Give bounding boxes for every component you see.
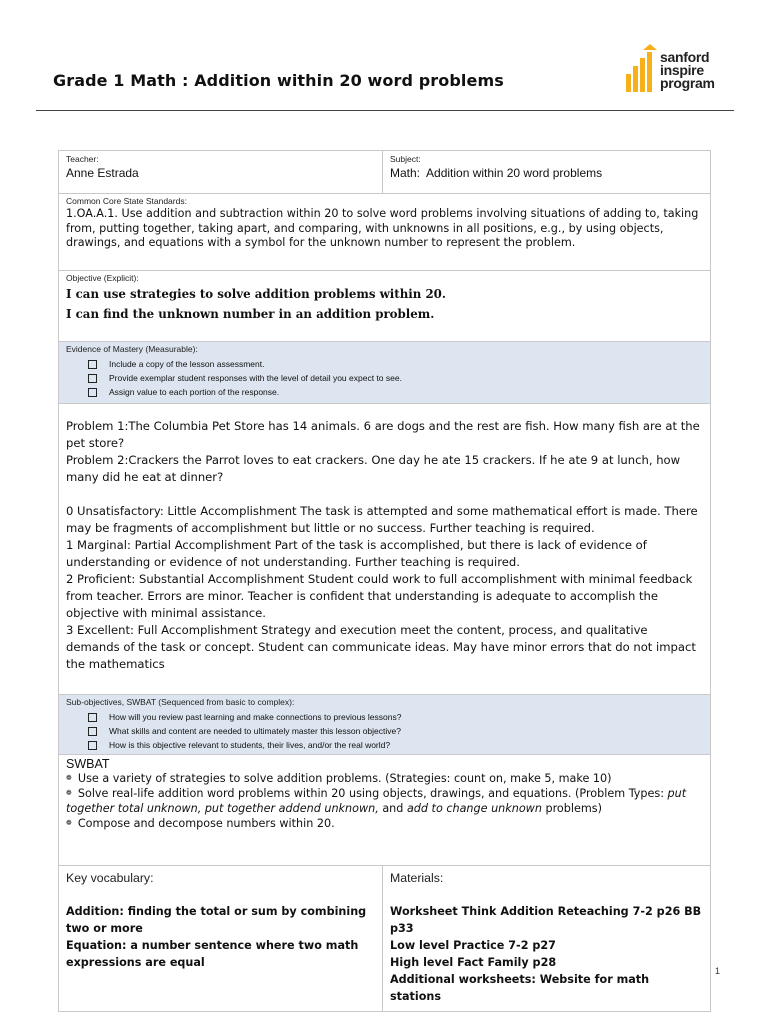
page-title: Grade 1 Math : Addition within 20 word problems [53, 71, 504, 90]
teacher-name: Anne Estrada [66, 166, 139, 180]
objective-line: I can use strategies to solve addition problems within 20. [66, 287, 446, 301]
flower-bullet-icon: ❁ [66, 819, 72, 827]
materials-item: Worksheet Think Addition Reteaching 7-2 p26 BB p33 [390, 905, 702, 935]
swbat-title: SWBAT [66, 757, 110, 771]
standards-text: 1.OA.A.1. Use addition and subtraction within 20 to solve word problems involving situations of adding to, taking from, putting together, taking apart, and comparing, with unknowns in all positions, e.g., by using objects, drawings, and equations with a symbol for the unknown number to represent the problem. [66, 207, 699, 249]
standards-label: Common Core State Standards: [66, 196, 187, 206]
lesson-plan-table [58, 150, 711, 1012]
subobjectives-label: Sub-objectives, SWBAT (Sequenced from basic to complex): [66, 697, 295, 707]
flower-bullet-icon: ❁ [66, 789, 72, 797]
checkbox-icon[interactable] [88, 374, 97, 383]
subobjective-item: What skills and content are needed to ultimately master this lesson objective? [88, 724, 703, 738]
materials-label: Materials: [390, 871, 444, 885]
subject-label: Subject: [390, 154, 421, 164]
materials-item: High level Fact Family p28 [390, 956, 557, 969]
rubric-level-1: 1 Marginal: Partial Accomplishment Part of the task is accomplished, but there is lack of evidence of understanding or evidence of not understanding. Further teaching is required. [66, 538, 647, 569]
checkbox-icon[interactable] [88, 360, 97, 369]
sanford-inspire-logo [624, 44, 734, 96]
checkbox-icon[interactable] [88, 727, 97, 736]
vocabulary-term: Addition: finding the total or sum by combining two or more [66, 905, 367, 935]
evidence-item: Include a copy of the lesson assessment. [88, 357, 703, 371]
materials-cell [383, 866, 711, 1012]
subject-cell [383, 151, 711, 194]
subobjectives-cell [59, 695, 711, 755]
subobjective-item: How will you review past learning and make connections to previous lessons? [88, 710, 703, 724]
objective-cell [59, 271, 711, 342]
vocabulary-term: Equation: a number sentence where two math expressions are equal [66, 939, 359, 969]
rubric-level-3: 3 Excellent: Full Accomplishment Strategy and execution meet the content, process, and qualitative demands of the task or concept. Student can communicate ideas. May have minor errors that do not impact the mathematics [66, 623, 696, 671]
problem-1: Problem 1:The Columbia Pet Store has 14 animals. 6 are dogs and the rest are fish. How many fish are at the pet store? [66, 419, 700, 450]
subject-value: Math: Addition within 20 word problems [390, 166, 603, 180]
logo-line-2: inspire [660, 62, 704, 78]
problems-cell [59, 404, 711, 695]
logo-bars-icon [624, 44, 658, 96]
problem-2: Problem 2:Crackers the Parrot loves to eat crackers. One day he ate 15 crackers. If he ate 9 at lunch, how many did he eat at dinner? [66, 453, 681, 484]
swbat-item: ❁ Use a variety of strategies to solve addition problems. (Strategies: count on, make 5, make 10) [66, 772, 612, 785]
flower-bullet-icon: ❁ [66, 774, 72, 782]
evidence-item: Provide exemplar student responses with the level of detail you expect to see. [88, 371, 703, 385]
swbat-item: ❁ Compose and decompose numbers within 20. [66, 817, 335, 830]
swbat-item: ❁ Solve real-life addition word problems within 20 using objects, drawings, and equations. (Problem Types: put together total unknown, put together addend unknown, and add to change unknown problems) [66, 787, 687, 815]
teacher-label: Teacher: [66, 154, 99, 164]
vocabulary-label: Key vocabulary: [66, 871, 154, 885]
objective-label: Objective (Explicit): [66, 273, 139, 283]
checkbox-icon[interactable] [88, 741, 97, 750]
materials-item: Additional worksheets: Website for math stations [390, 973, 650, 1003]
subobjective-item: How is this objective relevant to students, their lives, and/or the real world? [88, 738, 703, 752]
teacher-cell [59, 151, 383, 194]
checkbox-icon[interactable] [88, 713, 97, 722]
checkbox-icon[interactable] [88, 388, 97, 397]
rubric-level-2: 2 Proficient: Substantial Accomplishment Student could work to full accomplishment with minimal feedback from teacher. Errors are minor. Teacher is confident that understanding is adequate to accomplish the objective with minimal assistance. [66, 572, 693, 620]
standards-cell [59, 194, 711, 271]
logo-line-3: program [660, 75, 715, 91]
rubric-level-0: 0 Unsatisfactory: Little Accomplishment The task is attempted and some mathematical effort is made. There may be fragments of accomplishment but little or no success. Further teaching is required. [66, 504, 698, 535]
vocabulary-cell [59, 866, 383, 1012]
objective-line: I can find the unknown number in an addition problem. [66, 307, 435, 321]
page-number: 1 [715, 966, 721, 976]
evidence-item: Assign value to each portion of the response. [88, 385, 703, 399]
materials-item: Low level Practice 7-2 p27 [390, 939, 556, 952]
title-divider [36, 110, 734, 111]
swbat-cell [59, 755, 711, 866]
evidence-cell [59, 342, 711, 404]
logo-wordmark [660, 51, 715, 90]
evidence-label: Evidence of Mastery (Measurable): [66, 344, 198, 354]
logo-line-1: sanford [660, 49, 710, 65]
